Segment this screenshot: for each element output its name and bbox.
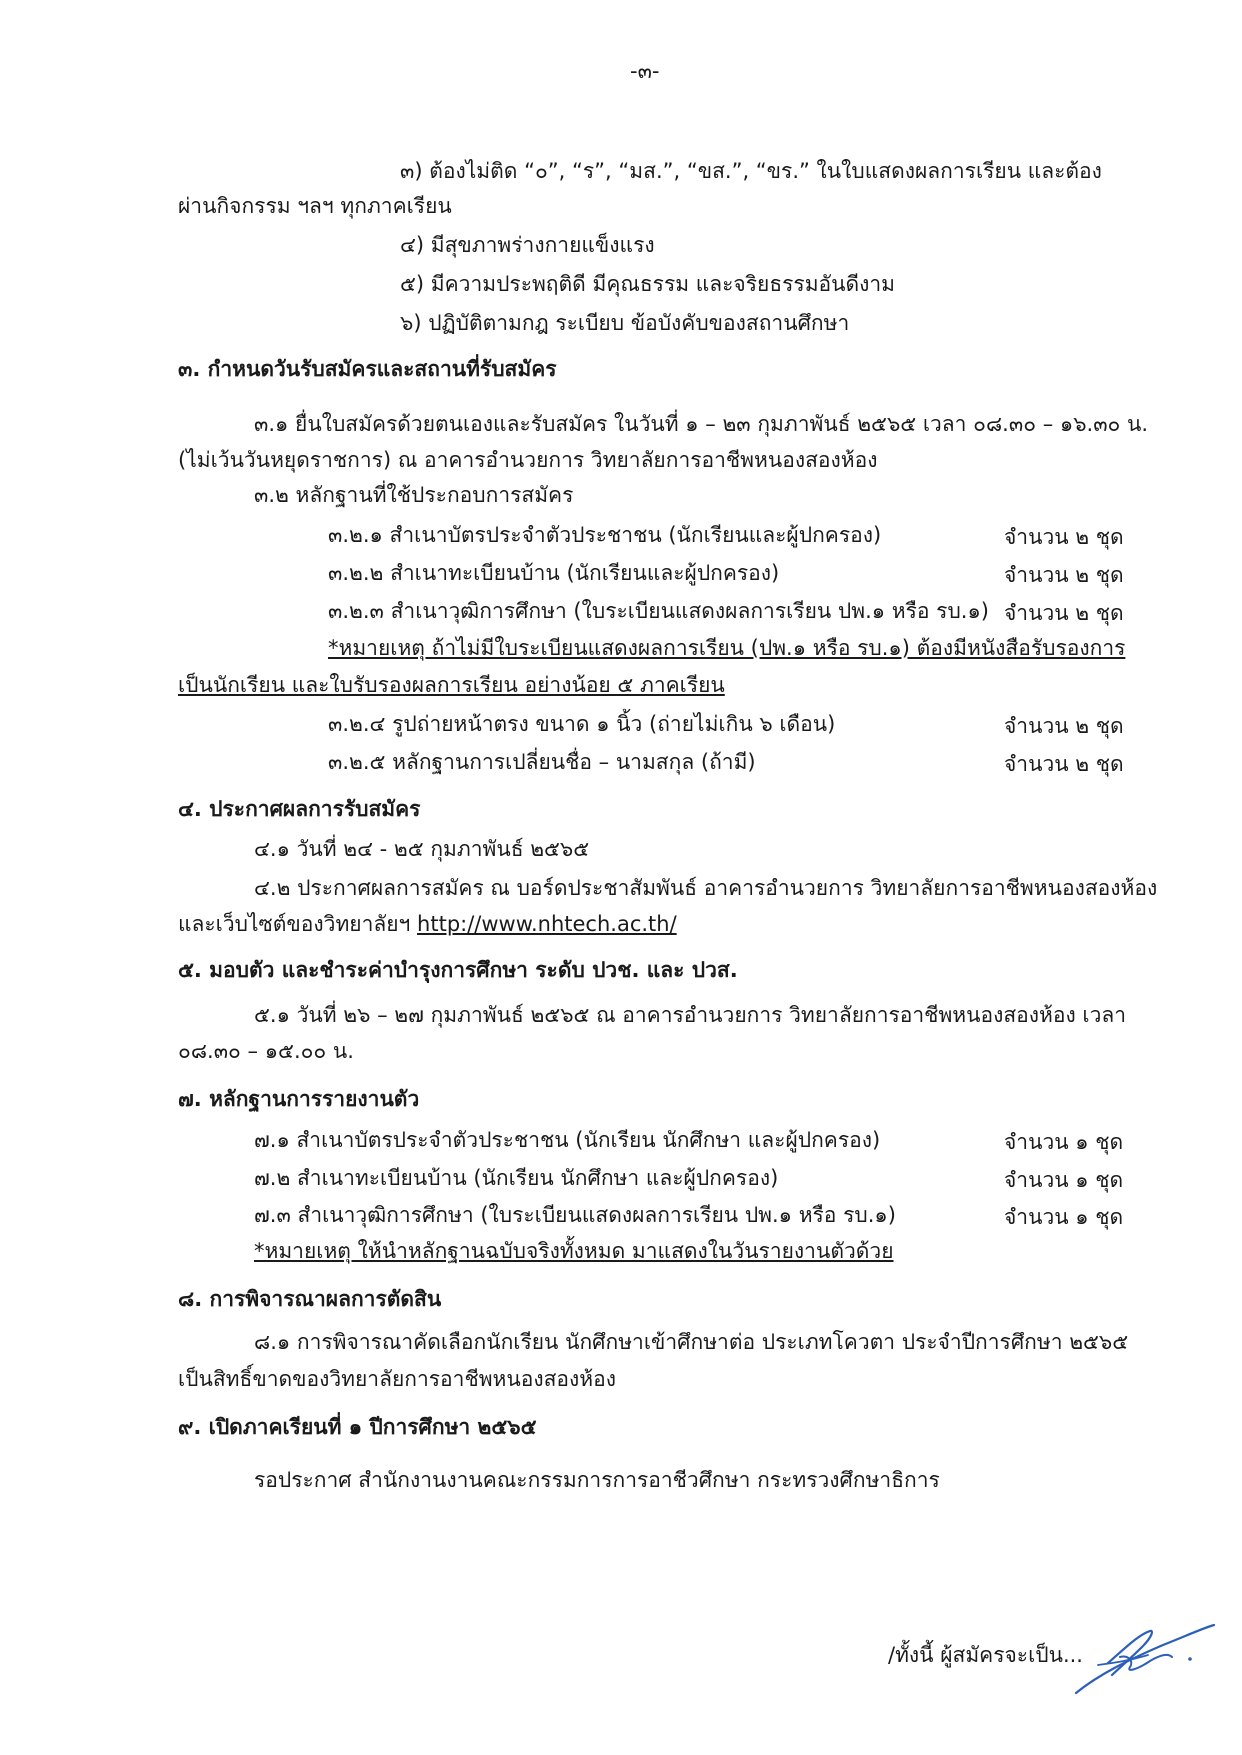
doc-3-2-4: ๓.๒.๔ รูปถ่ายหน้าตรง ขนาด ๑ นิ้ว (ถ่ายไม่เกิน ๖ เดือน) (328, 712, 836, 736)
section3-p1-line2: (ไม่เว้นวันหยุดราชการ) ณ อาคารอำนวยการ วิทยาลัยการอาชีพหนองสองห้อง (178, 448, 878, 472)
doc-3-2-5-amount: จำนวน ๒ ชุด (1004, 752, 1124, 776)
college-website-link[interactable]: http://www.nhtech.ac.th/ (417, 912, 677, 936)
doc-7-2: ๗.๒ สำเนาทะเบียนบ้าน (นักเรียน นักศึกษา และผู้ปกครอง) (254, 1166, 779, 1190)
item6: ๖) ปฏิบัติตามกฎ ระเบียบ ข้อบังคับของสถานศึกษา (400, 311, 850, 335)
section7-note: *หมายเหตุ ให้นำหลักฐานฉบับจริงทั้งหมด มาแสดงในวันรายงานตัวด้วย (254, 1239, 894, 1263)
doc-3-2-3: ๓.๒.๓ สำเนาวุฒิการศึกษา (ใบระเบียนแสดงผลการเรียน ปพ.๑ หรือ รบ.๑) (328, 599, 989, 623)
doc-7-1-amount: จำนวน ๑ ชุด (1004, 1130, 1124, 1154)
section3-note-line2: เป็นนักเรียน และใบรับรองผลการเรียน อย่างน้อย ๕ ภาคเรียน (178, 673, 725, 697)
continuation-text: /ทั้งนี้ ผู้สมัครจะเป็น... (888, 1643, 1083, 1667)
section8-heading: ๘. การพิจารณาผลการตัดสิน (178, 1287, 442, 1311)
item3-line2: ผ่านกิจกรรม ฯลฯ ทุกภาคเรียน (178, 194, 452, 218)
section8-p1-line1: ๘.๑ การพิจารณาคัดเลือกนักเรียน นักศึกษาเข้าศึกษาต่อ ประเภทโควตา ประจำปีการศึกษา ๒๕๖๕ (254, 1330, 1129, 1354)
section3-p2: ๓.๒ หลักฐานที่ใช้ประกอบการสมัคร (254, 483, 574, 507)
doc-3-2-2: ๓.๒.๒ สำเนาทะเบียนบ้าน (นักเรียนและผู้ปกครอง) (328, 561, 780, 585)
doc-7-3-amount: จำนวน ๑ ชุด (1004, 1205, 1124, 1229)
section4-p1: ๔.๑ วันที่ ๒๔ - ๒๕ กุมภาพันธ์ ๒๕๖๕ (254, 837, 590, 861)
section3-note-line1: *หมายเหตุ ถ้าไม่มีใบระเบียนแสดงผลการเรียน (ปพ.๑ หรือ รบ.๑) ต้องมีหนังสือรับรองการ (328, 636, 1126, 660)
doc-7-1: ๗.๑ สำเนาบัตรประจำตัวประชาชน (นักเรียน นักศึกษา และผู้ปกครอง) (254, 1128, 881, 1152)
doc-3-2-3-amount: จำนวน ๒ ชุด (1004, 601, 1124, 625)
section9-p1: รอประกาศ สำนักงานงานคณะกรรมการการอาชีวศึกษา กระทรวงศึกษาธิการ (254, 1468, 940, 1492)
section5-p1-line2: ๐๘.๓๐ – ๑๕.๐๐ น. (178, 1039, 354, 1063)
doc-3-2-4-amount: จำนวน ๒ ชุด (1004, 714, 1124, 738)
section4-p2-line2 (178, 909, 677, 939)
doc-7-2-amount: จำนวน ๑ ชุด (1004, 1168, 1124, 1192)
doc-3-2-5: ๓.๒.๕ หลักฐานการเปลี่ยนชื่อ – นามสกุล (ถ้ามี) (328, 750, 756, 774)
section5-p1-line1: ๕.๑ วันที่ ๒๖ – ๒๗ กุมภาพันธ์ ๒๕๖๕ ณ อาคารอำนวยการ วิทยาลัยการอาชีพหนองสองห้อง เวลา (254, 1003, 1127, 1027)
page-number: -๓- (630, 59, 660, 83)
doc-3-2-2-amount: จำนวน ๒ ชุด (1004, 563, 1124, 587)
website-label: และเว็บไซต์ของวิทยาลัยฯ (178, 912, 411, 936)
doc-3-2-1-amount: จำนวน ๒ ชุด (1004, 525, 1124, 549)
section5-heading: ๕. มอบตัว และชำระค่าบำรุงการศึกษา ระดับ ปวช. และ ปวส. (178, 958, 738, 982)
section3-p1-line1: ๓.๑ ยื่นใบสมัครด้วยตนเองและรับสมัคร ในวันที่ ๑ – ๒๓ กุมภาพันธ์ ๒๕๖๕ เวลา ๐๘.๓๐ – ๑๖.๓๐ น. (254, 412, 1149, 436)
section3-heading: ๓. กำหนดวันรับสมัครและสถานที่รับสมัคร (178, 357, 557, 381)
item5: ๕) มีความประพฤติดี มีคุณธรรม และจริยธรรมอันดีงาม (400, 272, 896, 296)
section9-heading: ๙. เปิดภาคเรียนที่ ๑ ปีการศึกษา ๒๕๖๕ (178, 1415, 537, 1439)
item3-line1: ๓) ต้องไม่ติด “๐”, “ร”, “มส.”, “ขส.”, “ขร.” ในใบแสดงผลการเรียน และต้อง (400, 159, 1102, 183)
doc-7-3: ๗.๓ สำเนาวุฒิการศึกษา (ใบระเบียนแสดงผลการเรียน ปพ.๑ หรือ รบ.๑) (254, 1203, 896, 1227)
section8-p1-line2: เป็นสิทธิ์ขาดของวิทยาลัยการอาชีพหนองสองห้อง (178, 1367, 616, 1391)
section4-heading: ๔. ประกาศผลการรับสมัคร (178, 797, 421, 821)
item4: ๔) มีสุขภาพร่างกายแข็งแรง (400, 233, 655, 257)
section4-p2-line1: ๔.๒ ประกาศผลการสมัคร ณ บอร์ดประชาสัมพันธ์ อาคารอำนวยการ วิทยาลัยการอาชีพหนองสองห้อง (254, 876, 1158, 900)
doc-3-2-1: ๓.๒.๑ สำเนาบัตรประจำตัวประชาชน (นักเรียนและผู้ปกครอง) (328, 523, 882, 547)
section7-heading: ๗. หลักฐานการรายงานตัว (178, 1087, 420, 1111)
signature-icon (1068, 1605, 1218, 1705)
